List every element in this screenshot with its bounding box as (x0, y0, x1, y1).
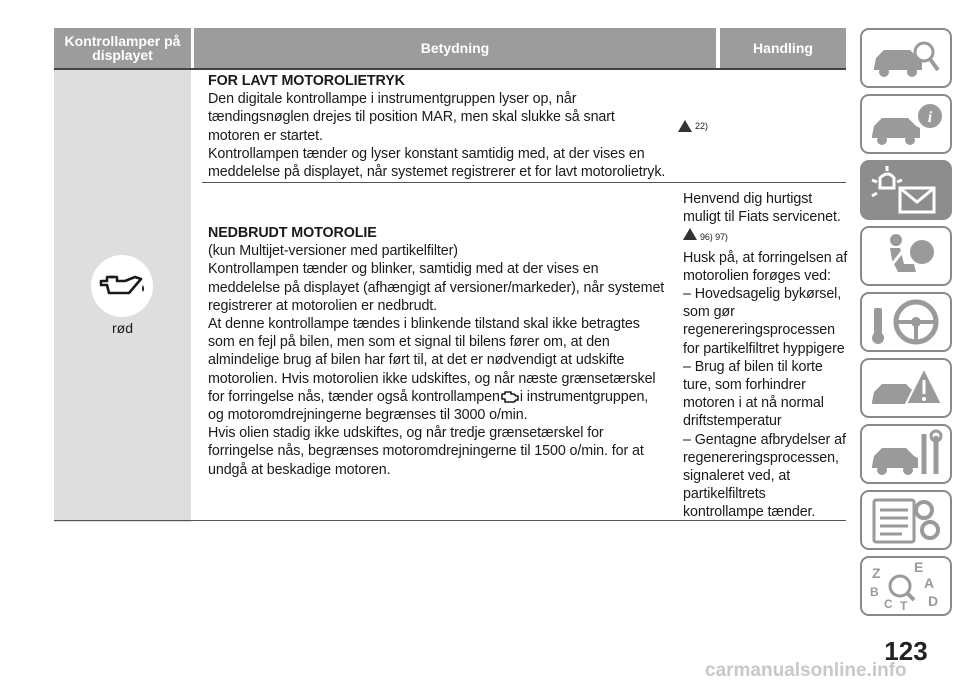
lamp-color-label: rød (112, 320, 133, 336)
row2-line: registrerer at motorolien er nedbrudt. (208, 297, 438, 314)
row2-action-line: – Gentagne afbrydelser af (683, 431, 846, 448)
index-letter-z: Z (872, 565, 881, 581)
row2-line: Hvis olien stadig ikke udskiftes, og når tredje grænsetærskel for (208, 425, 604, 442)
index-letter-e: E (914, 559, 924, 575)
row1-line: Kontrollampen tænder og lyser konstant samtidig med, at der vises en (208, 145, 645, 162)
chapter-tab-emergency[interactable] (860, 358, 952, 418)
warning-lights-mail-icon (862, 162, 950, 218)
row2-action-line: partikelfiltrets (683, 486, 766, 503)
table-bottom-border (54, 520, 846, 521)
chapter-tab-driving[interactable] (860, 292, 952, 352)
header-action: Handling (720, 28, 846, 68)
row2-line: undgå at beskadige motoren. (208, 461, 391, 478)
row2-line: meddelelse på displayet (afhængigt af versioner/markeder), når systemet (208, 279, 665, 296)
row2-action (683, 190, 853, 522)
warning-triangle-icon (678, 120, 692, 132)
oil-pressure-lamp (91, 255, 153, 317)
index-letter-b: B (870, 585, 879, 599)
lamp-column (54, 70, 191, 522)
row1-line: motoren er startet. (208, 127, 323, 144)
header-meaning: Betydning (194, 28, 716, 68)
row2-line: (kun Multijet-versioner med partikelfilter) (208, 243, 458, 260)
row2-line: At denne kontrollampe tændes i blinkende tilstand skal ikke betragtes (208, 316, 640, 333)
car-tools-icon (862, 426, 950, 482)
alphabet-index-icon (862, 558, 950, 614)
row1-action-ref: 22) (695, 121, 709, 131)
airbag-icon (862, 228, 950, 284)
row-degraded-oil (208, 224, 718, 479)
engine-icon (500, 390, 520, 403)
row2-action-line: ture, som forhindrer (683, 377, 806, 394)
row2-action-line: – Hovedsagelig bykørsel, (683, 286, 842, 303)
oil-can-icon (91, 255, 153, 317)
row2-action-line: motorolien forøges ved: (683, 267, 831, 284)
row2-title: NEDBRUDT MOTOROLIE (208, 225, 377, 241)
car-info-icon (862, 96, 950, 152)
row2-action-line: Henvend dig hurtigst (683, 191, 813, 207)
row1-action (678, 120, 708, 132)
row2-line: motorolien. Hvis motorolien ikke udskiftes, og når næste grænsetærskel (208, 370, 656, 387)
chapter-tab-car-info[interactable] (860, 94, 952, 154)
row2-line: almindelige brug af bilen har ført til, at det er nødvendigt at udskifte (208, 352, 625, 369)
row2-action-line: regenereringsprocessen (683, 322, 835, 339)
list-gear-icon (862, 492, 950, 548)
car-warning-icon (862, 360, 950, 416)
row2-line: og motoromdrejningerne begrænses til 3000 o/min. (208, 407, 528, 424)
row1-line: Den digitale kontrollampe i instrumentgruppen lyser op, når (208, 91, 577, 108)
table-header (54, 28, 846, 68)
row1-line: tændingsnøglen drejes til position MAR, men skal slukke så snart (208, 109, 615, 126)
steering-key-icon (862, 294, 950, 350)
index-letter-t: T (900, 599, 908, 613)
row2-action-line: som gør (683, 304, 735, 321)
row2-action-line: motoren i at nå normal (683, 395, 824, 412)
index-letter-c: C (884, 597, 893, 611)
row2-action-ref: 96) 97) (700, 232, 728, 243)
page-number: 123 (884, 636, 928, 666)
row2-line: som en fejl på bilen, men som et signal til bilens fører om, at den (208, 334, 610, 351)
row2-action-ref-line (683, 228, 853, 246)
row-divider (202, 182, 846, 183)
row2-line: Kontrollampen tænder og blinker, samtidig med at der vises en (208, 261, 599, 278)
row2-action-line: for partikelfiltret hyppigere (683, 340, 845, 357)
row2-action-line: – Brug af bilen til korte (683, 358, 823, 375)
chapter-tab-safety[interactable] (860, 226, 952, 286)
row2-action-line: driftstemperatur (683, 413, 782, 430)
row2-inline-after: i instrumentgruppen, (519, 388, 649, 405)
row2-inline-line (208, 388, 718, 406)
chapter-tab-maintenance[interactable] (860, 424, 952, 484)
row2-action-line: Husk på, at forringelsen af (683, 249, 848, 266)
chapter-tab-car-search[interactable] (860, 28, 952, 88)
row2-action-line: regenereringsprocessen, (683, 449, 839, 466)
car-search-icon (862, 30, 950, 86)
chapter-tab-index[interactable] (860, 556, 952, 616)
chapter-tab-technical-data[interactable] (860, 490, 952, 550)
watermark: carmanualsonline.info (705, 660, 907, 681)
warning-triangle-icon (683, 228, 697, 240)
row2-action-line: signaleret ved, at (683, 468, 791, 485)
row1-title: FOR LAVT MOTOROLIETRYK (208, 73, 405, 89)
row2-action-line: muligt til Fiats servicenet. (683, 209, 841, 226)
index-letter-a: A (924, 575, 935, 591)
row2-line: forringelse nås, begrænses motoromdrejningerne til 1500 o/min. for at (208, 443, 644, 460)
index-letter-d: D (928, 593, 939, 609)
row1-line: meddelelse på displayet, når systemet registrerer et for lavt motorolietryk. (208, 164, 666, 181)
row2-inline-before: for forringelse nås, tænder også kontrollampen (208, 388, 500, 405)
row-low-oil-pressure (208, 72, 718, 181)
svg-text:i: i (927, 109, 933, 126)
row2-action-line: kontrollampe tænder. (683, 504, 816, 521)
chapter-tab-warning-lights[interactable] (860, 160, 952, 220)
header-lamps: Kontrollamper på displayet (54, 28, 191, 68)
